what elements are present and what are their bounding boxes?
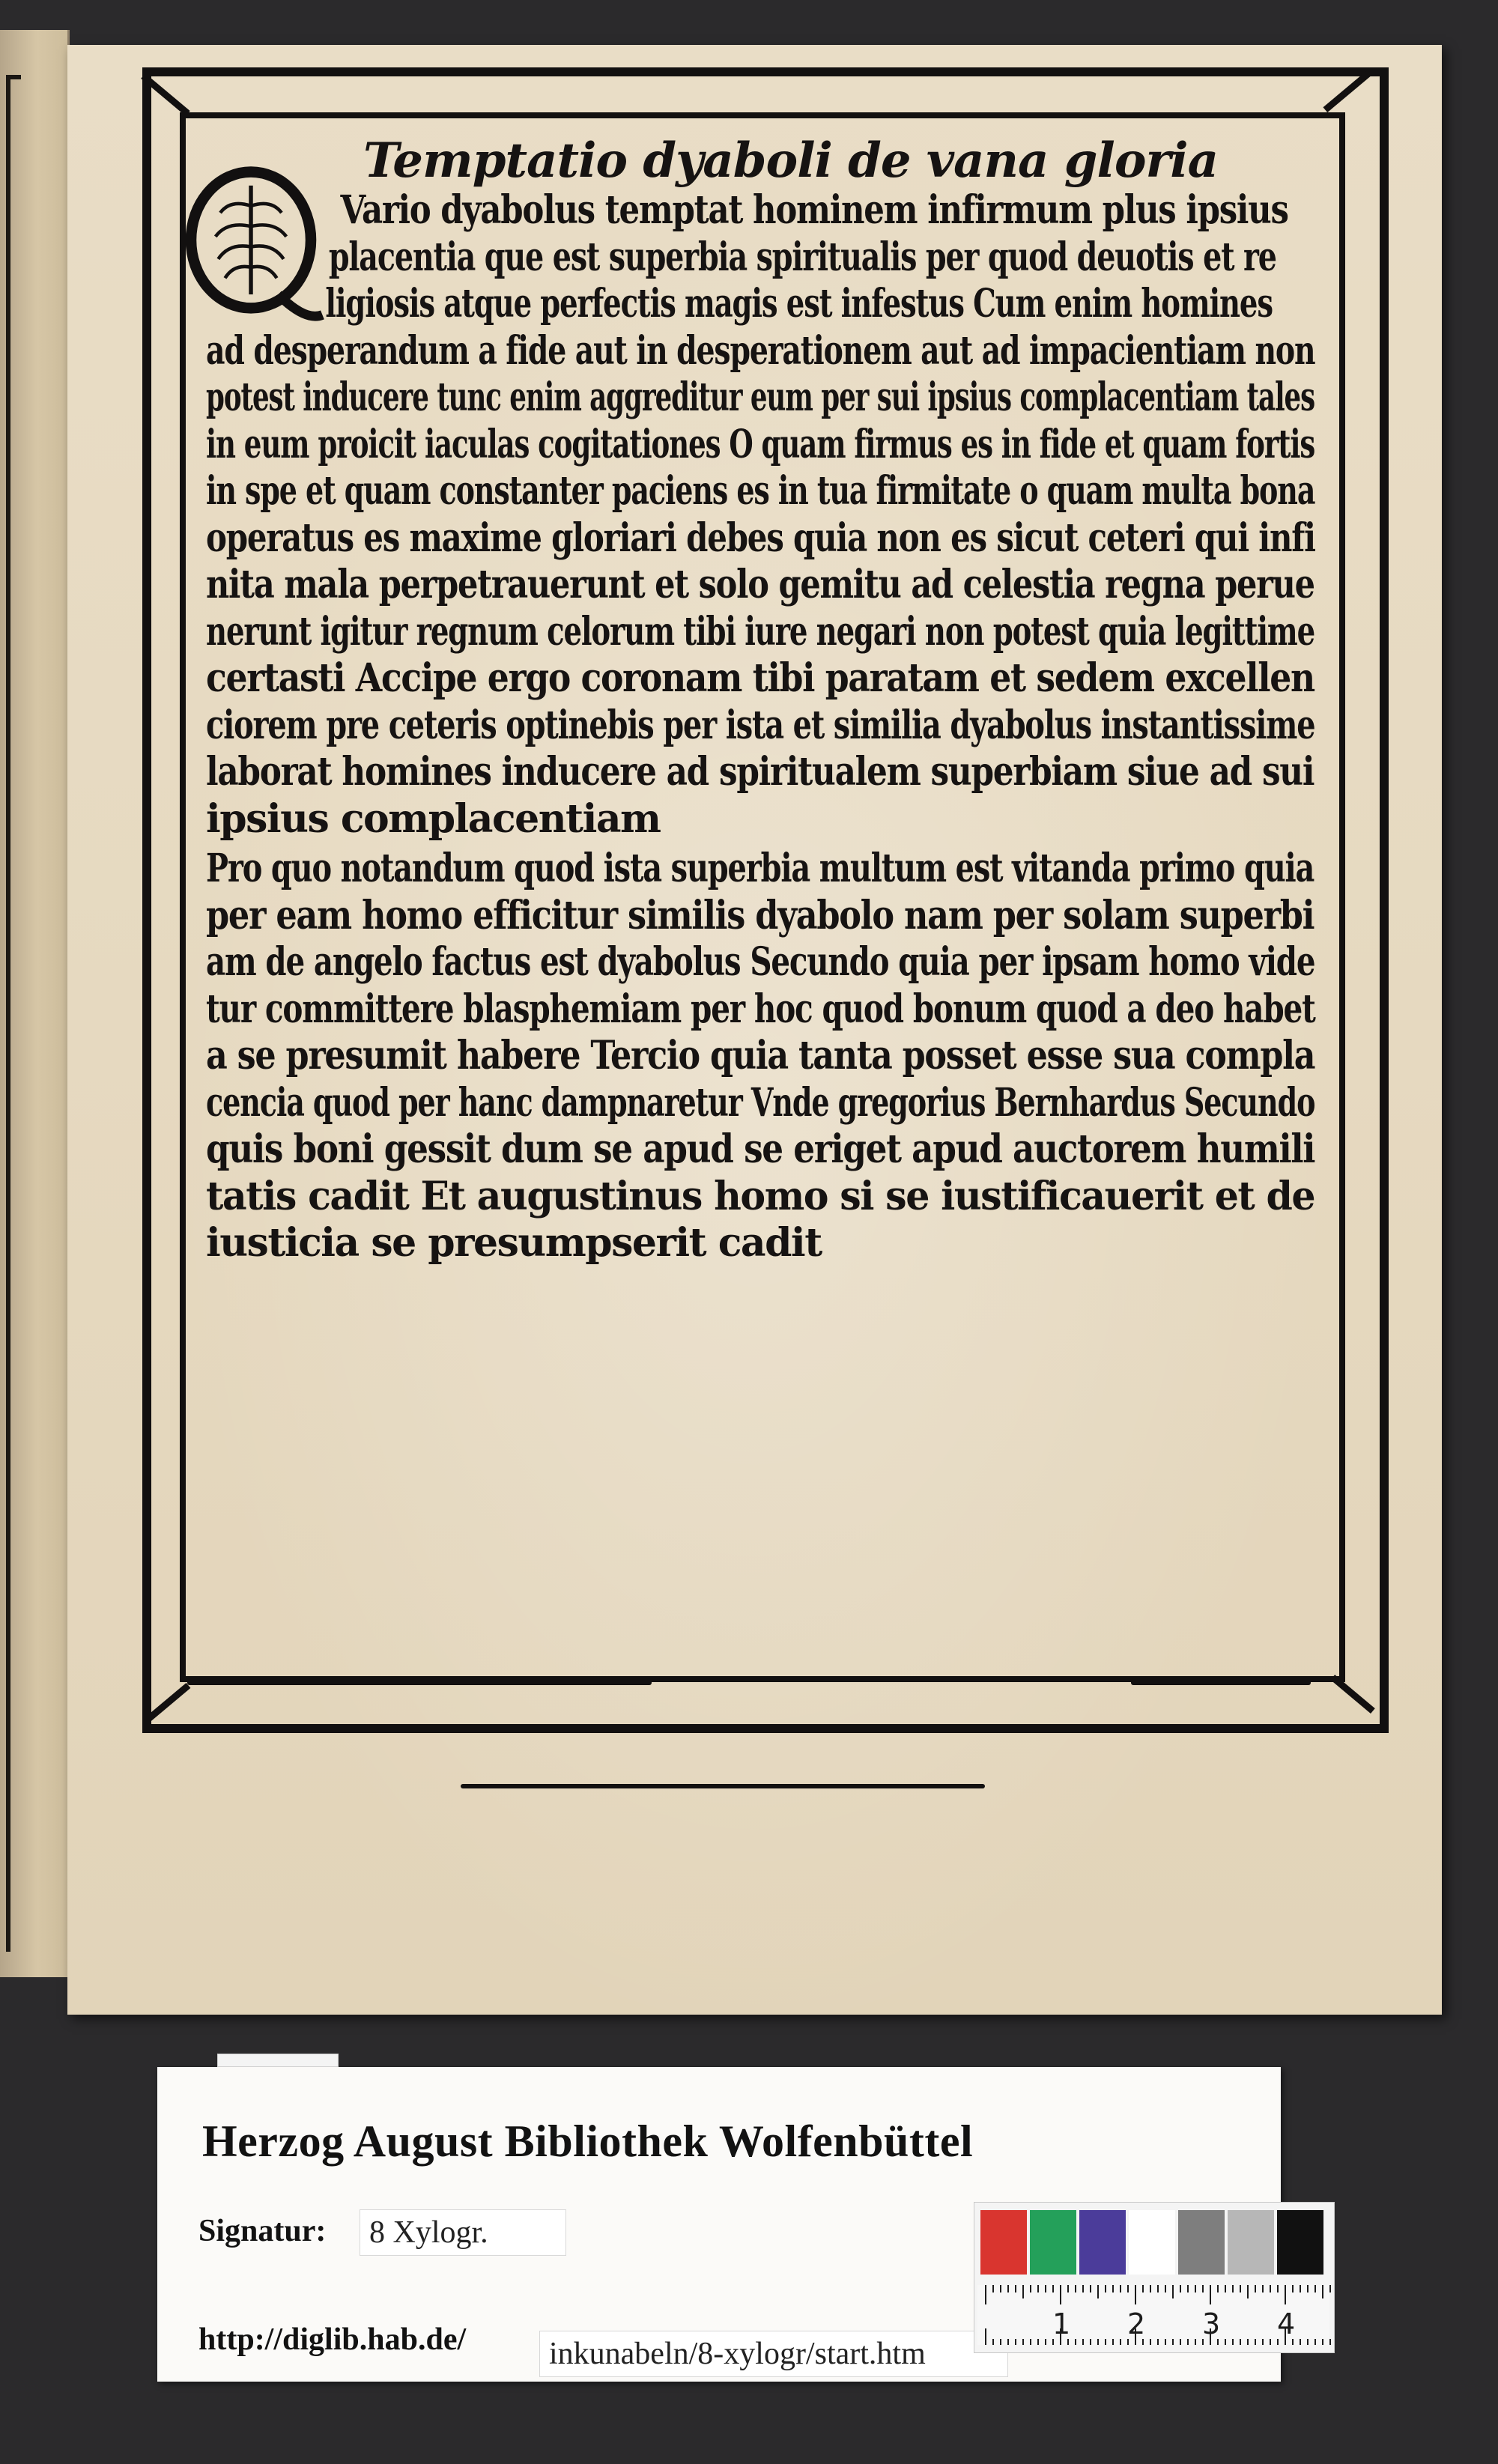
ruler-tick — [1270, 2339, 1271, 2345]
ruler-tick — [1225, 2339, 1226, 2345]
scale-ruler — [977, 2285, 1329, 2345]
ruler-number: 4 — [1277, 2307, 1296, 2340]
ruler-number: 3 — [1202, 2307, 1221, 2340]
color-swatch — [980, 2210, 1027, 2275]
facing-page-edge — [0, 30, 70, 1977]
ruler-tick — [1232, 2339, 1234, 2345]
text-line: nita mala perpetrauerunt et solo gemitu ad celestia regna perue — [206, 562, 1314, 607]
color-swatch — [1178, 2210, 1225, 2275]
ruler-tick — [992, 2339, 994, 2345]
ruler-tick — [1045, 2285, 1046, 2292]
ruler-tick — [1135, 2285, 1136, 2304]
library-label-slip — [157, 2067, 1296, 2382]
facing-page-frame — [6, 75, 21, 1952]
ruler-tick — [1329, 2285, 1331, 2292]
slip-tab — [217, 2054, 339, 2067]
ruler-tick — [1202, 2285, 1204, 2292]
color-swatch — [1079, 2210, 1126, 2275]
ruler-tick — [1292, 2285, 1294, 2292]
color-swatch — [1030, 2210, 1076, 2275]
text-line: ligiosis atque perfectis magis est infestus Cum enim homines — [325, 281, 1273, 327]
ruler-tick — [1097, 2339, 1099, 2345]
bottom-rule-lower — [461, 1784, 985, 1788]
ruler-tick — [1157, 2285, 1159, 2292]
printed-text-block — [206, 135, 1314, 1267]
bottom-rule-right — [1131, 1678, 1311, 1685]
ruler-tick — [1195, 2339, 1196, 2345]
institution-name: Herzog August Bibliothek Wolfenbüttel — [202, 2116, 974, 2166]
ruler-tick — [1300, 2285, 1301, 2292]
text-line: am de angelo factus est dyabolus Secundo quia per ipsam homo vide — [206, 939, 1315, 985]
ruler-tick — [1150, 2285, 1151, 2292]
text-line: Vario dyabolus temptat hominem infirmum plus ipsius — [340, 187, 1288, 233]
ruler-tick — [1067, 2285, 1069, 2292]
ruler-tick — [992, 2285, 994, 2292]
text-line: iusticia se presumpserit cadit — [206, 1220, 822, 1266]
ruler-tick — [1120, 2285, 1121, 2292]
signatur-label: Signatur: — [198, 2214, 327, 2248]
ruler-tick — [1232, 2285, 1234, 2292]
ruler-tick — [985, 2285, 986, 2304]
woodblock-page — [67, 45, 1442, 2015]
ruler-tick — [1172, 2339, 1174, 2345]
ruler-tick — [1037, 2285, 1039, 2292]
ruler-tick — [1314, 2285, 1316, 2292]
bottom-rule-left — [187, 1678, 652, 1685]
heading: Temptatio dyaboli de vana gloria — [363, 133, 1219, 189]
ruler-tick — [1015, 2339, 1016, 2345]
ruler-tick — [1150, 2339, 1151, 2345]
paragraph-2 — [206, 846, 1314, 1267]
ruler-tick — [1000, 2339, 1001, 2345]
ruler-tick — [1142, 2285, 1144, 2292]
ruler-tick — [1195, 2285, 1196, 2292]
ruler-tick — [1037, 2339, 1039, 2345]
text-line: quis boni gessit dum se apud se eriget apud auctorem humili — [206, 1126, 1315, 1172]
text-line: in eum proicit iaculas cogitationes O quam firmus es in fide et quam fortis — [206, 421, 1315, 467]
ruler-tick — [1329, 2339, 1331, 2345]
ruler-tick — [1165, 2285, 1166, 2292]
signatur-value: 8 Xylogr. — [360, 2209, 566, 2256]
ruler-tick — [1112, 2339, 1114, 2345]
ruler-tick — [1082, 2285, 1084, 2292]
text-line: in spe et quam constanter paciens es in tua firmitate o quam multa bona — [206, 468, 1315, 514]
ruler-tick — [1277, 2285, 1279, 2292]
color-target-scale — [974, 2202, 1335, 2353]
ruler-tick — [1127, 2285, 1129, 2292]
text-line: potest inducere tunc enim aggreditur eum per sui ipsius complacentiam tales — [206, 374, 1315, 420]
ruler-tick — [1022, 2339, 1024, 2345]
color-swatch — [1228, 2210, 1274, 2275]
ruler-tick — [1075, 2285, 1076, 2292]
text-line: tatis cadit Et augustinus homo si se iustificauerit et de — [206, 1173, 1315, 1219]
text-line: placentia que est superbia spiritualis per quod deuotis et re — [328, 234, 1276, 280]
ruler-tick — [1285, 2285, 1286, 2304]
ruler-tick — [1180, 2285, 1181, 2292]
text-line: per eam homo efficitur similis dyabolo nam per solam superbi — [206, 892, 1314, 938]
text-line: cencia quod per hanc dampnaretur Vnde gregorius Bernhardus Secundo — [206, 1079, 1315, 1126]
ruler-tick — [1030, 2285, 1031, 2292]
ruler-tick — [1165, 2339, 1166, 2345]
ruler-number: 1 — [1052, 2307, 1071, 2340]
ruler-tick — [1082, 2339, 1084, 2345]
ruler-tick — [1172, 2285, 1174, 2298]
ruler-tick — [1217, 2285, 1219, 2292]
ruler-tick — [1022, 2285, 1024, 2298]
url-value: inkunabeln/8-xylogr/start.htm — [539, 2331, 1008, 2377]
ruler-tick — [1105, 2285, 1106, 2292]
ruler-tick — [1322, 2339, 1323, 2345]
text-line: ipsius complacentiam — [206, 795, 661, 842]
ruler-tick — [1240, 2285, 1241, 2292]
ruler-tick — [1157, 2339, 1159, 2345]
ruler-tick — [1060, 2285, 1061, 2304]
ruler-tick — [1090, 2285, 1091, 2292]
ruler-tick — [1314, 2339, 1316, 2345]
ruler-tick — [985, 2328, 986, 2345]
text-line: ciorem pre ceteris optinebis per ista et similia dyabolus instantissime — [206, 702, 1315, 748]
text-line: Pro quo notandum quod ista superbia multum est vitanda primo quia — [206, 846, 1314, 891]
color-swatch — [1129, 2210, 1175, 2275]
ruler-tick — [1015, 2285, 1016, 2292]
ruler-tick — [1112, 2285, 1114, 2292]
paragraph-1 — [206, 187, 1314, 843]
ruler-tick — [1105, 2339, 1106, 2345]
ruler-tick — [1322, 2285, 1323, 2298]
color-swatch — [1277, 2210, 1323, 2275]
ruler-tick — [1052, 2285, 1054, 2292]
text-line: a se presumit habere Tercio quia tanta posset esse sua compla — [206, 1033, 1315, 1078]
text-line: nerunt igitur regnum celorum tibi iure negari non potest quia legittime — [206, 608, 1315, 655]
ruler-tick — [1247, 2285, 1249, 2298]
ruler-tick — [1262, 2285, 1264, 2292]
ruler-tick — [1180, 2339, 1181, 2345]
ruler-tick — [1255, 2285, 1256, 2292]
ruler-tick — [1090, 2339, 1091, 2345]
url-label: http://diglib.hab.de/ — [198, 2322, 467, 2357]
ruler-tick — [1030, 2339, 1031, 2345]
ruler-tick — [1007, 2339, 1009, 2345]
text-line: tur committere blasphemiam per hoc quod bonum quod a deo habet — [206, 986, 1315, 1032]
ruler-tick — [1307, 2339, 1309, 2345]
ruler-number: 2 — [1127, 2307, 1146, 2340]
ruler-tick — [1120, 2339, 1121, 2345]
ruler-tick — [1007, 2285, 1009, 2292]
text-line: certasti Accipe ergo coronam tibi paratam et sedem excellen — [206, 655, 1314, 701]
ruler-tick — [1000, 2285, 1001, 2292]
ruler-tick — [1247, 2339, 1249, 2345]
ruler-tick — [1210, 2285, 1211, 2304]
ruler-tick — [1097, 2285, 1099, 2298]
ruler-tick — [1225, 2285, 1226, 2292]
text-line: operatus es maxime gloriari debes quia non es sicut ceteri qui infi — [206, 515, 1315, 561]
ruler-tick — [1187, 2339, 1189, 2345]
ruler-tick — [1300, 2339, 1301, 2345]
ruler-tick — [1187, 2285, 1189, 2292]
ruler-tick — [1075, 2339, 1076, 2345]
text-line: laborat homines inducere ad spiritualem superbiam siue ad sui — [206, 749, 1314, 795]
text-line: ad desperandum a fide aut in desperationem aut ad impacientiam non — [206, 327, 1315, 374]
ruler-tick — [1262, 2339, 1264, 2345]
ruler-tick — [1240, 2339, 1241, 2345]
ruler-tick — [1255, 2339, 1256, 2345]
ruler-tick — [1270, 2285, 1271, 2292]
ruler-tick — [1307, 2285, 1309, 2292]
ruler-tick — [1045, 2339, 1046, 2345]
